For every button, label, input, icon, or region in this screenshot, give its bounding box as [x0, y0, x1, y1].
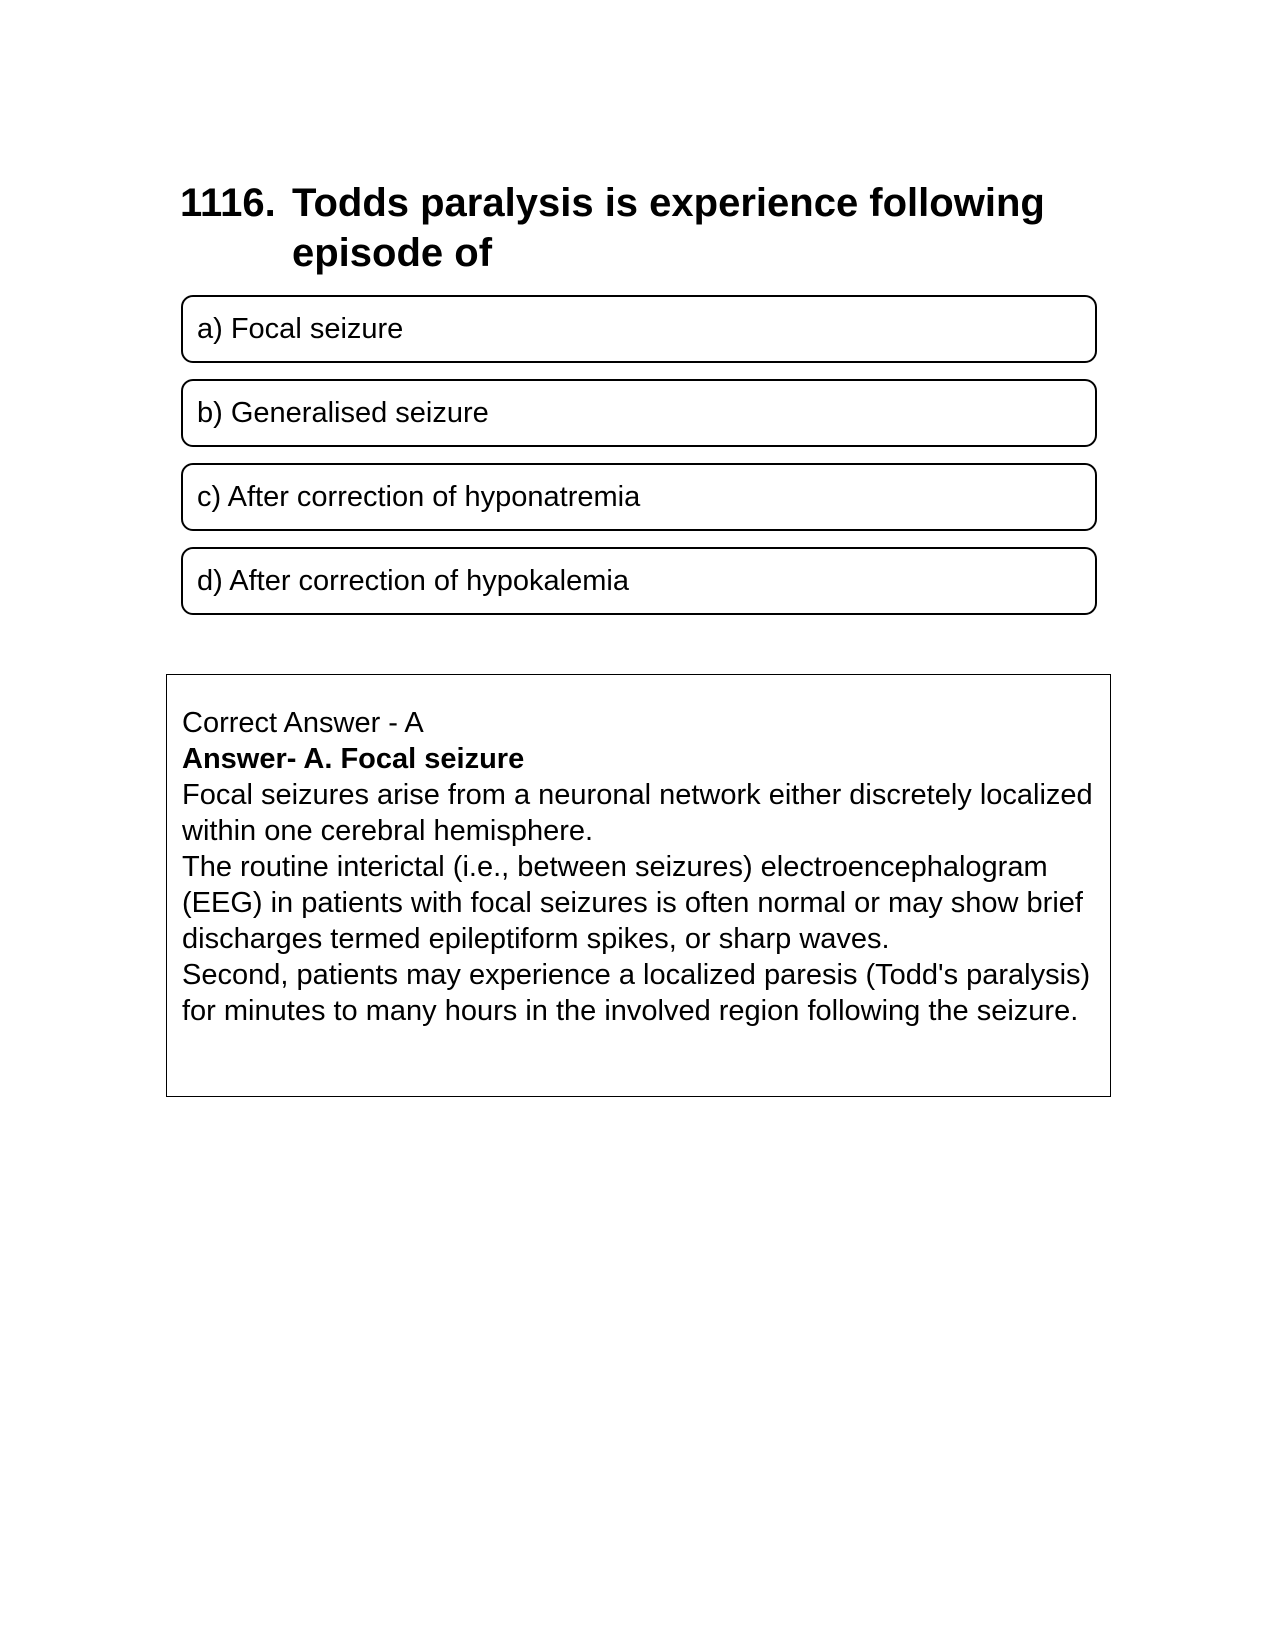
answer-heading: Answer- A. Focal seizure: [182, 743, 525, 775]
question-number: 1116.: [180, 181, 276, 225]
explanation-paragraph: Second, patients may experience a localized paresis (Todd's paralysis) for minutes to many hours in the involved region following the seizure.: [182, 959, 1091, 1027]
question-text: Todds paralysis is experience following episode of: [292, 181, 1045, 275]
option-c[interactable]: c) After correction of hyponatremia: [181, 463, 1097, 531]
question-heading: [180, 178, 1100, 278]
option-d[interactable]: d) After correction of hypokalemia: [181, 547, 1097, 615]
explanation-paragraph: Focal seizures arise from a neuronal network either discretely localized within one cerebral hemisphere.: [182, 779, 1093, 847]
answer-options: [181, 295, 1097, 631]
option-b[interactable]: b) Generalised seizure: [181, 379, 1097, 447]
option-a[interactable]: a) Focal seizure: [181, 295, 1097, 363]
answer-explanation-box: [166, 674, 1111, 1097]
correct-answer-line: Correct Answer - A: [182, 707, 424, 739]
explanation-paragraph: The routine interictal (i.e., between seizures) electroencephalogram (EEG) in patients with focal seizures is often normal or may show brief discharges termed epileptiform spikes, or sharp waves.: [182, 851, 1083, 955]
